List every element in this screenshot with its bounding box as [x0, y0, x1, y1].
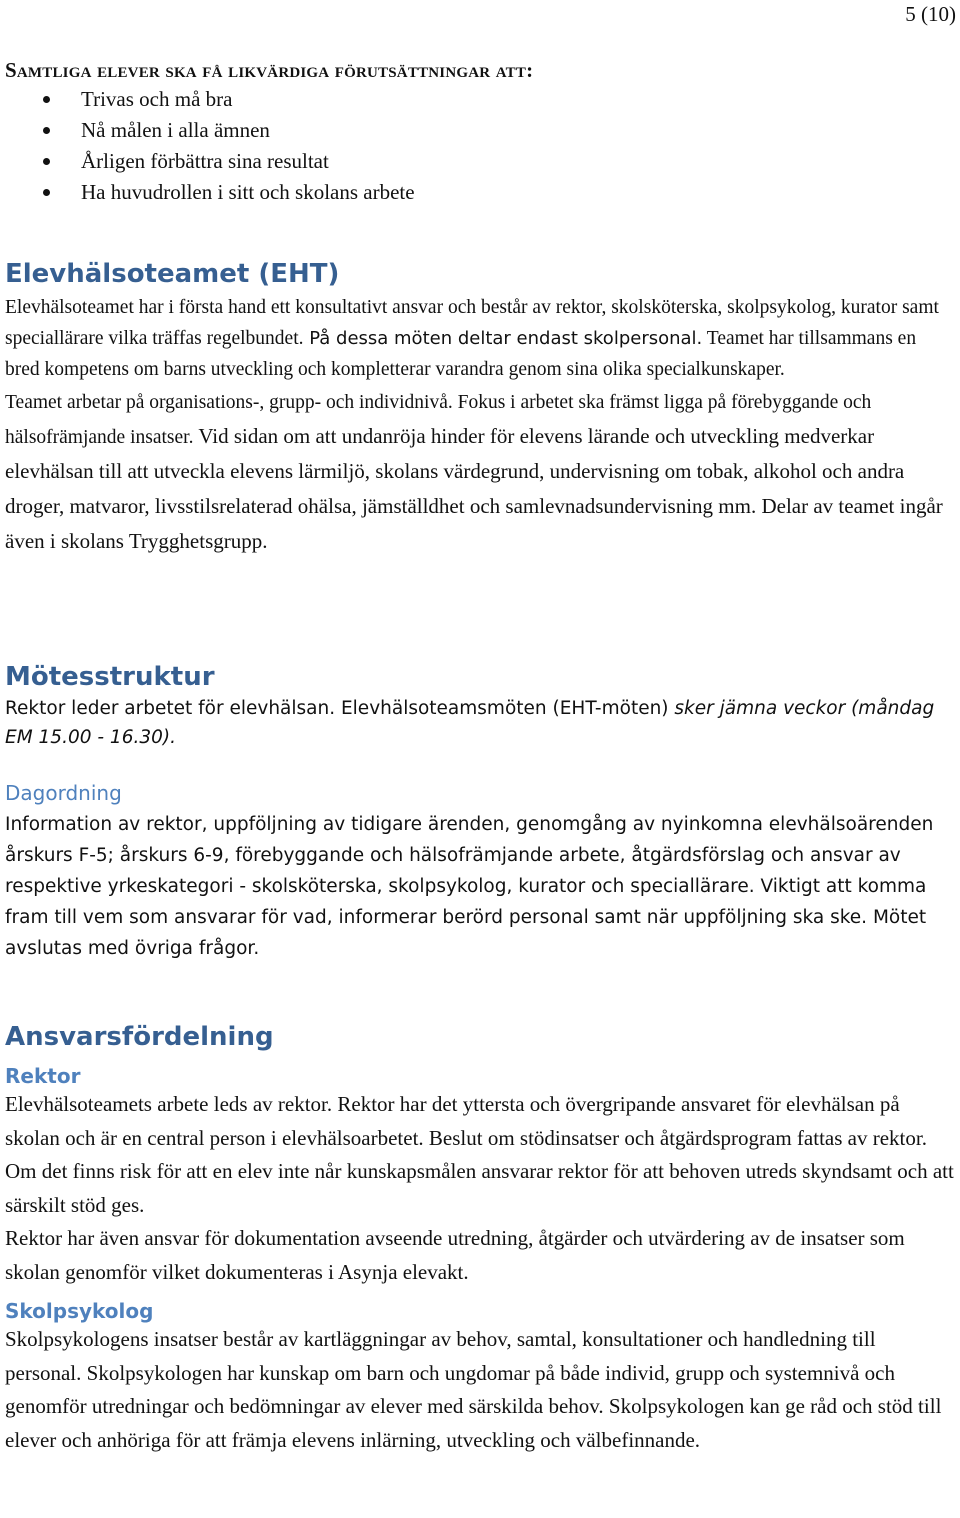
- ansvar-heading: Ansvarsfördelning: [5, 1022, 274, 1052]
- goals-heading: Samtliga elever ska få likvärdiga förutsättningar att:: [5, 58, 534, 82]
- list-item: Årligen förbättra sina resultat: [5, 146, 954, 177]
- eht-paragraph-2: Teamet arbetar på organisations-, grupp- och individnivå. Fokus i arbetet ska främst ligga på förebyggande och hälsofrämjande insatser. Vid sidan om att undanröja hinder för elevens lärande och utveckling medverkar elevhälsan till att utveckla elevens lärmiljö, skolans värdegrund, undervisning om tobak, alkohol och andra droger, matvaror, livsstilsrelaterad ohälsa, jämställdhet och samlevnadsundervisning mm. Delar av teamet ingår även i skolans Trygghetsgrupp.: [5, 392, 943, 553]
- motesstruktur-heading: Mötesstruktur: [5, 662, 215, 692]
- bullet-icon: [43, 127, 50, 134]
- goals-section: [5, 58, 954, 208]
- ansvar-section: [5, 1022, 954, 1457]
- dagordning-heading: Dagordning: [5, 781, 122, 805]
- eht-section: [5, 259, 954, 560]
- skolpsykolog-paragraph: Skolpsykologens insatser består av kartläggningar av behov, samtal, konsultationer och handledning till personal. Skolpsykologen har kunskap om barn och ungdomar på både individ, grupp och systemnivå och genomför utredningar och bedömningar av elever med särskilda behov. Skolpsykologen kan ge råd och stöd till elever och anhöriga för att främja elevens inlärning, utveckling och välbefinnande.: [5, 1327, 942, 1452]
- dagordning-text: Information av rektor, uppföljning av tidigare ärenden, genomgång av nyinkomna elevhälsoärenden årskurs F-5; årskurs 6-9, förebyggande och hälsofrämjande arbete, åtgärdsförslag och ansvar av respektive yrkeskategori - skolsköterska, skolpsykolog, kurator och speciallärare. Viktigt att komma fram till vem som ansvarar för vad, informerar berörd personal samt när uppföljning ska ske. Mötet avslutas med övriga frågor.: [5, 814, 934, 959]
- rektor-paragraph-1: Elevhälsoteamets arbete leds av rektor. Rektor har det yttersta och övergripande ansvaret för elevhälsan på skolan och är en central person i elevhälsoarbetet. Beslut om stödinsatser och åtgärdsprogram fattas av rektor. Om det finns risk för att en elev inte når kunskapsmålen ansvarar rektor för att behoven utreds skyndsamt och att särskilt stöd ges.: [5, 1092, 954, 1217]
- eht-paragraph-1: Elevhälsoteamet har i första hand ett konsultativt ansvar och består av rektor, skolsköterska, skolpsykolog, kurator samt speciallärare vilka träffas regelbundet. På dessa möten deltar endast skolpersonal. Teamet har tillsammans en bred kompetens om barns utveckling och kompletterar varandra genom sina olika specialkunskaper.: [5, 297, 939, 380]
- rektor-heading: Rektor: [5, 1064, 81, 1088]
- skolpsykolog-heading: Skolpsykolog: [5, 1299, 154, 1323]
- bullet-icon: [43, 158, 50, 165]
- motesstruktur-section: [5, 662, 954, 752]
- bullet-icon: [43, 189, 50, 196]
- motesstruktur-text: Rektor leder arbetet för elevhälsan. Elevhälsoteamsmöten (EHT-möten) sker jämna veckor (måndag EM 15.00 - 16.30).: [5, 698, 935, 748]
- rektor-paragraph-2: Rektor har även ansvar för dokumentation avseende utredning, åtgärder och utvärdering av de insatser som skolan genomför vilket dokumenteras i Asynja elevakt.: [5, 1226, 905, 1284]
- goals-list: [5, 84, 954, 208]
- list-item: Trivas och må bra: [5, 84, 954, 115]
- eht-heading: Elevhälsoteamet (EHT): [5, 259, 340, 289]
- page-number: 5 (10): [905, 2, 956, 26]
- list-item: Ha huvudrollen i sitt och skolans arbete: [5, 177, 954, 208]
- dagordning-section: [5, 781, 954, 964]
- list-item: Nå målen i alla ämnen: [5, 115, 954, 146]
- bullet-icon: [43, 96, 50, 103]
